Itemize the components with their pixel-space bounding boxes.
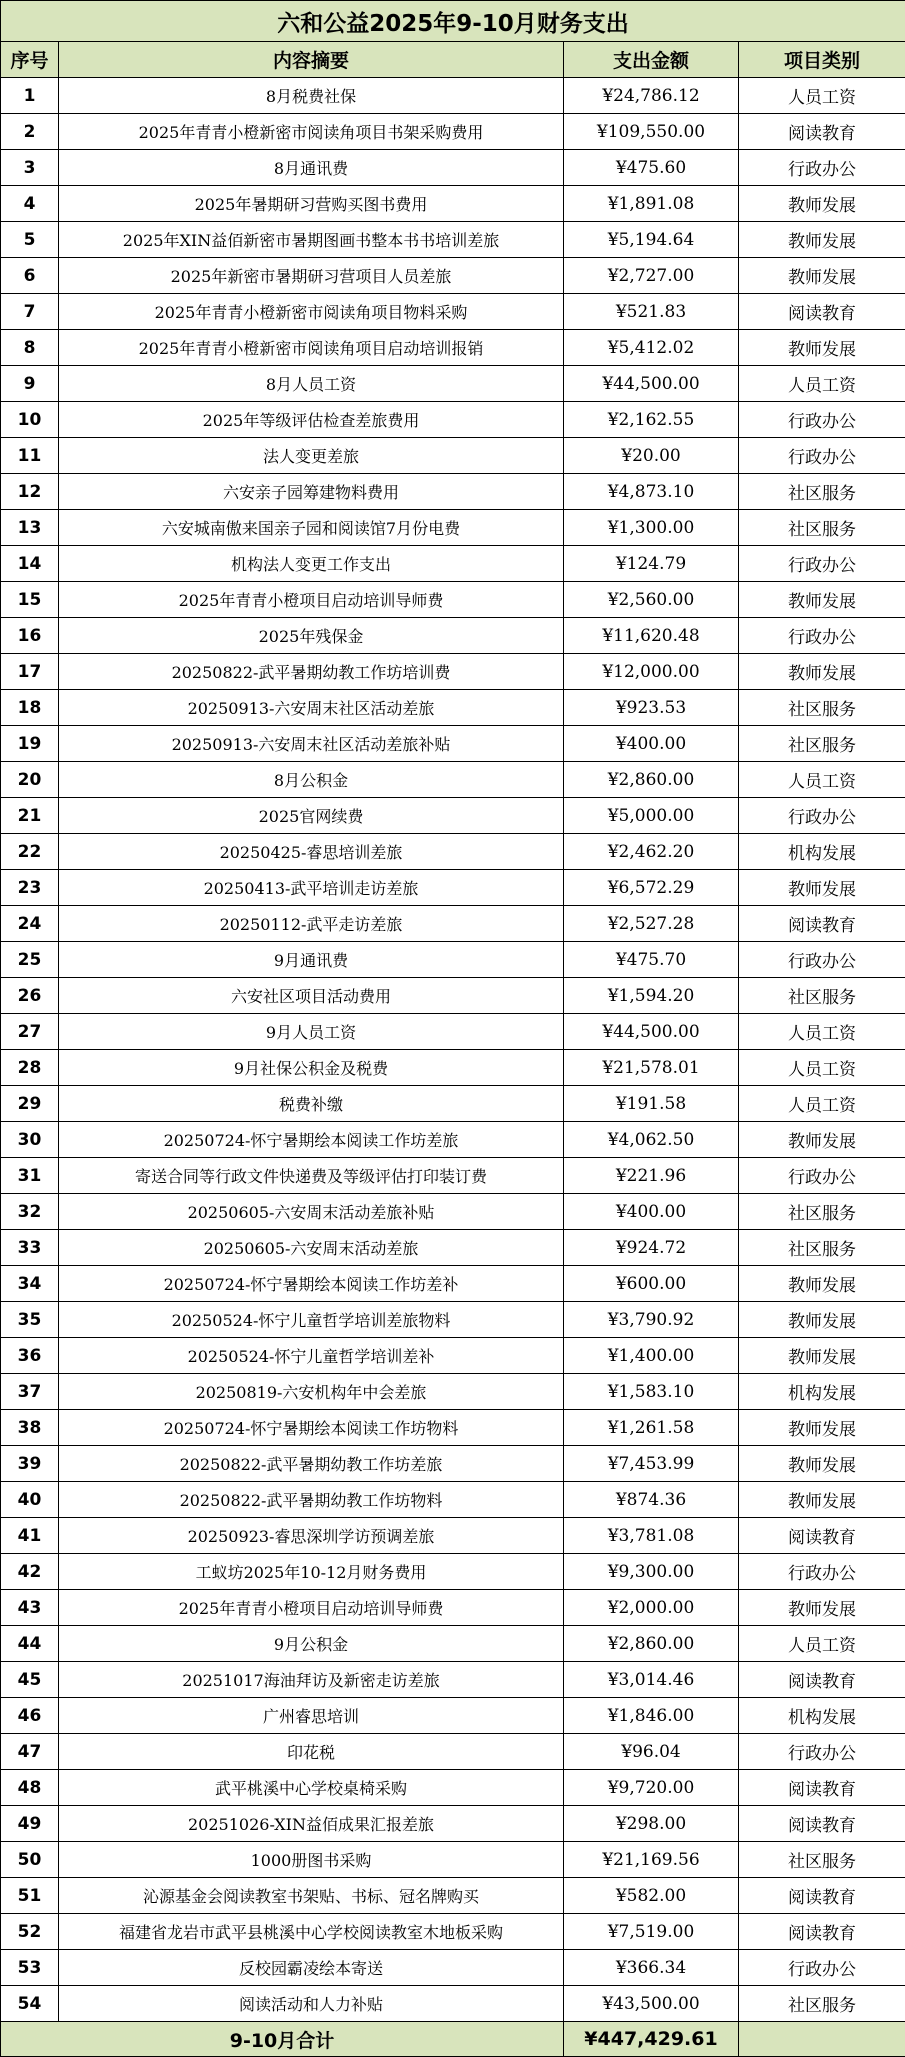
table-row xyxy=(1,834,905,870)
table-row xyxy=(1,978,905,1014)
table-row xyxy=(1,1230,905,1266)
row-category: 行政办公 xyxy=(739,798,905,834)
title-row xyxy=(1,1,905,42)
row-seq: 48 xyxy=(1,1770,59,1806)
table-row xyxy=(1,438,905,474)
row-description: 2025年青青小橙新密市阅读角项目启动培训报销 xyxy=(59,330,564,366)
row-amount: ¥1,594.20 xyxy=(564,978,739,1014)
row-description: 20250605-六安周末活动差旅 xyxy=(59,1230,564,1266)
row-description: 法人变更差旅 xyxy=(59,438,564,474)
table-row xyxy=(1,1590,905,1626)
row-description: 2025年青青小橙新密市阅读角项目书架采购费用 xyxy=(59,114,564,150)
table-row xyxy=(1,1050,905,1086)
row-amount: ¥1,300.00 xyxy=(564,510,739,546)
table-row xyxy=(1,222,905,258)
table-row xyxy=(1,1122,905,1158)
row-seq: 43 xyxy=(1,1590,59,1626)
row-amount: ¥2,000.00 xyxy=(564,1590,739,1626)
row-description: 1000册图书采购 xyxy=(59,1842,564,1878)
table-row xyxy=(1,546,905,582)
row-amount: ¥7,519.00 xyxy=(564,1914,739,1950)
row-category: 社区服务 xyxy=(739,1842,905,1878)
row-description: 2025年暑期研习营购买图书费用 xyxy=(59,186,564,222)
row-category: 社区服务 xyxy=(739,978,905,1014)
row-category: 机构发展 xyxy=(739,1698,905,1734)
row-seq: 9 xyxy=(1,366,59,402)
total-amount: ¥447,429.61 xyxy=(564,2022,739,2057)
row-category: 人员工资 xyxy=(739,1014,905,1050)
row-description: 反校园霸凌绘本寄送 xyxy=(59,1950,564,1986)
table-row xyxy=(1,1518,905,1554)
row-description: 9月通讯费 xyxy=(59,942,564,978)
row-amount: ¥1,261.58 xyxy=(564,1410,739,1446)
row-description: 20250724-怀宁暑期绘本阅读工作坊差补 xyxy=(59,1266,564,1302)
row-seq: 5 xyxy=(1,222,59,258)
row-description: 20250822-武平暑期幼教工作坊物料 xyxy=(59,1482,564,1518)
row-amount: ¥11,620.48 xyxy=(564,618,739,654)
row-description: 20250913-六安周末社区活动差旅补贴 xyxy=(59,726,564,762)
row-seq: 36 xyxy=(1,1338,59,1374)
row-category: 人员工资 xyxy=(739,1086,905,1122)
table-row xyxy=(1,1338,905,1374)
row-amount: ¥4,873.10 xyxy=(564,474,739,510)
row-category: 阅读教育 xyxy=(739,1878,905,1914)
table-row xyxy=(1,294,905,330)
row-category: 教师发展 xyxy=(739,1410,905,1446)
row-description: 20250413-武平培训走访差旅 xyxy=(59,870,564,906)
row-amount: ¥24,786.12 xyxy=(564,78,739,114)
row-description: 2025年残保金 xyxy=(59,618,564,654)
total-row xyxy=(1,2022,905,2057)
row-amount: ¥923.53 xyxy=(564,690,739,726)
table-row xyxy=(1,1914,905,1950)
row-seq: 26 xyxy=(1,978,59,1014)
table-row xyxy=(1,1554,905,1590)
row-description: 广州睿思培训 xyxy=(59,1698,564,1734)
row-seq: 38 xyxy=(1,1410,59,1446)
table-row xyxy=(1,1662,905,1698)
row-amount: ¥2,560.00 xyxy=(564,582,739,618)
row-amount: ¥366.34 xyxy=(564,1950,739,1986)
row-category: 社区服务 xyxy=(739,690,905,726)
row-category: 阅读教育 xyxy=(739,906,905,942)
row-seq: 51 xyxy=(1,1878,59,1914)
row-amount: ¥96.04 xyxy=(564,1734,739,1770)
header-amount: 支出金额 xyxy=(564,42,739,78)
row-amount: ¥475.60 xyxy=(564,150,739,186)
row-description: 沁源基金会阅读教室书架贴、书标、冠名牌购买 xyxy=(59,1878,564,1914)
table-row xyxy=(1,1158,905,1194)
table-row xyxy=(1,690,905,726)
row-category: 阅读教育 xyxy=(739,114,905,150)
row-seq: 20 xyxy=(1,762,59,798)
row-amount: ¥1,400.00 xyxy=(564,1338,739,1374)
row-seq: 54 xyxy=(1,1986,59,2022)
row-category: 教师发展 xyxy=(739,1446,905,1482)
row-category: 行政办公 xyxy=(739,438,905,474)
row-seq: 24 xyxy=(1,906,59,942)
row-category: 教师发展 xyxy=(739,1122,905,1158)
row-category: 行政办公 xyxy=(739,402,905,438)
row-seq: 15 xyxy=(1,582,59,618)
table-row xyxy=(1,1410,905,1446)
row-category: 社区服务 xyxy=(739,474,905,510)
row-seq: 30 xyxy=(1,1122,59,1158)
row-amount: ¥7,453.99 xyxy=(564,1446,739,1482)
table-row xyxy=(1,258,905,294)
row-description: 武平桃溪中心学校桌椅采购 xyxy=(59,1770,564,1806)
row-seq: 21 xyxy=(1,798,59,834)
row-amount: ¥21,169.56 xyxy=(564,1842,739,1878)
row-amount: ¥5,412.02 xyxy=(564,330,739,366)
table-row xyxy=(1,1194,905,1230)
row-category: 教师发展 xyxy=(739,1482,905,1518)
table-row xyxy=(1,1086,905,1122)
row-amount: ¥6,572.29 xyxy=(564,870,739,906)
row-amount: ¥43,500.00 xyxy=(564,1986,739,2022)
row-description: 税费补缴 xyxy=(59,1086,564,1122)
header-description: 内容摘要 xyxy=(59,42,564,78)
row-seq: 52 xyxy=(1,1914,59,1950)
row-description: 8月税费社保 xyxy=(59,78,564,114)
table-row xyxy=(1,654,905,690)
row-amount: ¥191.58 xyxy=(564,1086,739,1122)
row-category: 教师发展 xyxy=(739,582,905,618)
row-amount: ¥2,860.00 xyxy=(564,762,739,798)
row-amount: ¥5,194.64 xyxy=(564,222,739,258)
row-amount: ¥298.00 xyxy=(564,1806,739,1842)
total-empty-cell xyxy=(739,2022,905,2057)
table-row xyxy=(1,906,905,942)
table-row xyxy=(1,1302,905,1338)
row-category: 教师发展 xyxy=(739,330,905,366)
table-row xyxy=(1,114,905,150)
row-amount: ¥109,550.00 xyxy=(564,114,739,150)
table-row xyxy=(1,1734,905,1770)
row-category: 人员工资 xyxy=(739,1050,905,1086)
row-amount: ¥2,462.20 xyxy=(564,834,739,870)
row-seq: 19 xyxy=(1,726,59,762)
table-row xyxy=(1,1014,905,1050)
row-description: 20250112-武平走访差旅 xyxy=(59,906,564,942)
row-amount: ¥44,500.00 xyxy=(564,1014,739,1050)
row-seq: 35 xyxy=(1,1302,59,1338)
header-category: 项目类别 xyxy=(739,42,905,78)
row-description: 20250724-怀宁暑期绘本阅读工作坊物料 xyxy=(59,1410,564,1446)
row-description: 六安亲子园筹建物料费用 xyxy=(59,474,564,510)
table-row xyxy=(1,474,905,510)
row-amount: ¥924.72 xyxy=(564,1230,739,1266)
row-seq: 8 xyxy=(1,330,59,366)
row-description: 20251017海油拜访及新密走访差旅 xyxy=(59,1662,564,1698)
row-description: 8月公积金 xyxy=(59,762,564,798)
row-seq: 7 xyxy=(1,294,59,330)
row-amount: ¥2,162.55 xyxy=(564,402,739,438)
row-category: 教师发展 xyxy=(739,870,905,906)
row-amount: ¥4,062.50 xyxy=(564,1122,739,1158)
table-row xyxy=(1,1626,905,1662)
row-amount: ¥21,578.01 xyxy=(564,1050,739,1086)
header-row xyxy=(1,42,905,78)
row-amount: ¥600.00 xyxy=(564,1266,739,1302)
table-row xyxy=(1,1806,905,1842)
table-row xyxy=(1,1698,905,1734)
row-description: 20250524-怀宁儿童哲学培训差旅物料 xyxy=(59,1302,564,1338)
row-description: 阅读活动和人力补贴 xyxy=(59,1986,564,2022)
row-seq: 37 xyxy=(1,1374,59,1410)
header-seq: 序号 xyxy=(1,42,59,78)
row-description: 2025年XIN益佰新密市暑期图画书整本书书培训差旅 xyxy=(59,222,564,258)
row-seq: 29 xyxy=(1,1086,59,1122)
row-amount: ¥400.00 xyxy=(564,726,739,762)
row-category: 人员工资 xyxy=(739,1626,905,1662)
row-seq: 3 xyxy=(1,150,59,186)
row-amount: ¥9,720.00 xyxy=(564,1770,739,1806)
row-category: 社区服务 xyxy=(739,510,905,546)
row-seq: 13 xyxy=(1,510,59,546)
row-category: 教师发展 xyxy=(739,654,905,690)
row-description: 20251026-XIN益佰成果汇报差旅 xyxy=(59,1806,564,1842)
row-seq: 6 xyxy=(1,258,59,294)
table-title: 六和公益2025年9-10月财务支出 xyxy=(1,1,905,42)
row-category: 阅读教育 xyxy=(739,1914,905,1950)
row-seq: 17 xyxy=(1,654,59,690)
table-row xyxy=(1,186,905,222)
row-category: 教师发展 xyxy=(739,1590,905,1626)
row-seq: 44 xyxy=(1,1626,59,1662)
table-row xyxy=(1,762,905,798)
row-seq: 49 xyxy=(1,1806,59,1842)
row-amount: ¥3,790.92 xyxy=(564,1302,739,1338)
total-label: 9-10月合计 xyxy=(1,2022,564,2057)
row-description: 20250923-睿思深圳学访预调差旅 xyxy=(59,1518,564,1554)
row-description: 20250822-武平暑期幼教工作坊差旅 xyxy=(59,1446,564,1482)
row-seq: 47 xyxy=(1,1734,59,1770)
row-category: 教师发展 xyxy=(739,1302,905,1338)
row-description: 20250822-武平暑期幼教工作坊培训费 xyxy=(59,654,564,690)
row-category: 行政办公 xyxy=(739,942,905,978)
row-seq: 18 xyxy=(1,690,59,726)
row-description: 2025年青青小橙项目启动培训导师费 xyxy=(59,1590,564,1626)
row-category: 阅读教育 xyxy=(739,1662,905,1698)
row-seq: 14 xyxy=(1,546,59,582)
row-amount: ¥44,500.00 xyxy=(564,366,739,402)
row-amount: ¥1,583.10 xyxy=(564,1374,739,1410)
row-seq: 2 xyxy=(1,114,59,150)
row-category: 机构发展 xyxy=(739,1374,905,1410)
row-seq: 22 xyxy=(1,834,59,870)
row-description: 工蚁坊2025年10-12月财务费用 xyxy=(59,1554,564,1590)
row-category: 人员工资 xyxy=(739,78,905,114)
row-amount: ¥124.79 xyxy=(564,546,739,582)
row-description: 2025年青青小橙项目启动培训导师费 xyxy=(59,582,564,618)
row-category: 行政办公 xyxy=(739,150,905,186)
row-amount: ¥1,891.08 xyxy=(564,186,739,222)
row-amount: ¥400.00 xyxy=(564,1194,739,1230)
row-category: 行政办公 xyxy=(739,1158,905,1194)
table-row xyxy=(1,1446,905,1482)
row-category: 社区服务 xyxy=(739,1194,905,1230)
table-row xyxy=(1,510,905,546)
row-seq: 33 xyxy=(1,1230,59,1266)
table-row xyxy=(1,870,905,906)
table-row xyxy=(1,582,905,618)
row-description: 9月人员工资 xyxy=(59,1014,564,1050)
row-seq: 11 xyxy=(1,438,59,474)
row-amount: ¥874.36 xyxy=(564,1482,739,1518)
row-description: 机构法人变更工作支出 xyxy=(59,546,564,582)
row-amount: ¥582.00 xyxy=(564,1878,739,1914)
row-seq: 28 xyxy=(1,1050,59,1086)
table-row xyxy=(1,726,905,762)
row-seq: 50 xyxy=(1,1842,59,1878)
table-row xyxy=(1,942,905,978)
row-seq: 41 xyxy=(1,1518,59,1554)
row-seq: 31 xyxy=(1,1158,59,1194)
row-amount: ¥2,860.00 xyxy=(564,1626,739,1662)
table-row xyxy=(1,150,905,186)
row-seq: 12 xyxy=(1,474,59,510)
table-row xyxy=(1,366,905,402)
row-description: 2025年等级评估检查差旅费用 xyxy=(59,402,564,438)
table-row xyxy=(1,402,905,438)
row-description: 20250724-怀宁暑期绘本阅读工作坊差旅 xyxy=(59,1122,564,1158)
row-description: 2025年青青小橙新密市阅读角项目物料采购 xyxy=(59,294,564,330)
row-description: 8月通讯费 xyxy=(59,150,564,186)
table-row xyxy=(1,618,905,654)
row-amount: ¥1,846.00 xyxy=(564,1698,739,1734)
row-seq: 40 xyxy=(1,1482,59,1518)
row-description: 8月人员工资 xyxy=(59,366,564,402)
row-description: 六安社区项目活动费用 xyxy=(59,978,564,1014)
row-seq: 10 xyxy=(1,402,59,438)
row-description: 印花税 xyxy=(59,1734,564,1770)
row-description: 寄送合同等行政文件快递费及等级评估打印装订费 xyxy=(59,1158,564,1194)
row-description: 20250605-六安周末活动差旅补贴 xyxy=(59,1194,564,1230)
row-category: 社区服务 xyxy=(739,1230,905,1266)
table-row xyxy=(1,1950,905,1986)
row-seq: 23 xyxy=(1,870,59,906)
table-row xyxy=(1,1482,905,1518)
row-seq: 32 xyxy=(1,1194,59,1230)
row-amount: ¥12,000.00 xyxy=(564,654,739,690)
row-category: 人员工资 xyxy=(739,366,905,402)
row-category: 教师发展 xyxy=(739,1338,905,1374)
row-category: 社区服务 xyxy=(739,726,905,762)
row-category: 行政办公 xyxy=(739,1554,905,1590)
table-row xyxy=(1,1266,905,1302)
row-description: 20250425-睿思培训差旅 xyxy=(59,834,564,870)
row-seq: 45 xyxy=(1,1662,59,1698)
row-seq: 1 xyxy=(1,78,59,114)
row-seq: 53 xyxy=(1,1950,59,1986)
row-seq: 34 xyxy=(1,1266,59,1302)
table-row xyxy=(1,330,905,366)
row-category: 阅读教育 xyxy=(739,1518,905,1554)
row-description: 20250524-怀宁儿童哲学培训差补 xyxy=(59,1338,564,1374)
row-amount: ¥20.00 xyxy=(564,438,739,474)
row-category: 阅读教育 xyxy=(739,1770,905,1806)
row-amount: ¥3,014.46 xyxy=(564,1662,739,1698)
row-category: 行政办公 xyxy=(739,546,905,582)
row-seq: 16 xyxy=(1,618,59,654)
row-amount: ¥5,000.00 xyxy=(564,798,739,834)
row-description: 9月社保公积金及税费 xyxy=(59,1050,564,1086)
row-category: 机构发展 xyxy=(739,834,905,870)
row-seq: 25 xyxy=(1,942,59,978)
table-row xyxy=(1,1374,905,1410)
row-description: 20250819-六安机构年中会差旅 xyxy=(59,1374,564,1410)
row-description: 2025官网续费 xyxy=(59,798,564,834)
row-category: 阅读教育 xyxy=(739,1806,905,1842)
row-category: 行政办公 xyxy=(739,1950,905,1986)
row-amount: ¥2,727.00 xyxy=(564,258,739,294)
row-amount: ¥521.83 xyxy=(564,294,739,330)
row-description: 福建省龙岩市武平县桃溪中心学校阅读教室木地板采购 xyxy=(59,1914,564,1950)
table-row xyxy=(1,78,905,114)
row-category: 行政办公 xyxy=(739,1734,905,1770)
row-description: 2025年新密市暑期研习营项目人员差旅 xyxy=(59,258,564,294)
row-amount: ¥475.70 xyxy=(564,942,739,978)
table-row xyxy=(1,1986,905,2022)
row-category: 人员工资 xyxy=(739,762,905,798)
table-row xyxy=(1,1770,905,1806)
row-seq: 42 xyxy=(1,1554,59,1590)
row-description: 20250913-六安周末社区活动差旅 xyxy=(59,690,564,726)
row-amount: ¥221.96 xyxy=(564,1158,739,1194)
row-amount: ¥2,527.28 xyxy=(564,906,739,942)
table-row xyxy=(1,1842,905,1878)
row-seq: 39 xyxy=(1,1446,59,1482)
row-category: 阅读教育 xyxy=(739,294,905,330)
table-body xyxy=(1,78,905,2022)
table-row xyxy=(1,1878,905,1914)
row-amount: ¥3,781.08 xyxy=(564,1518,739,1554)
row-seq: 4 xyxy=(1,186,59,222)
row-description: 六安城南傲来国亲子园和阅读馆7月份电费 xyxy=(59,510,564,546)
table-row xyxy=(1,798,905,834)
row-seq: 46 xyxy=(1,1698,59,1734)
row-description: 9月公积金 xyxy=(59,1626,564,1662)
row-category: 教师发展 xyxy=(739,222,905,258)
row-category: 社区服务 xyxy=(739,1986,905,2022)
row-category: 教师发展 xyxy=(739,186,905,222)
row-seq: 27 xyxy=(1,1014,59,1050)
row-amount: ¥9,300.00 xyxy=(564,1554,739,1590)
row-category: 教师发展 xyxy=(739,258,905,294)
row-category: 行政办公 xyxy=(739,618,905,654)
row-category: 教师发展 xyxy=(739,1266,905,1302)
